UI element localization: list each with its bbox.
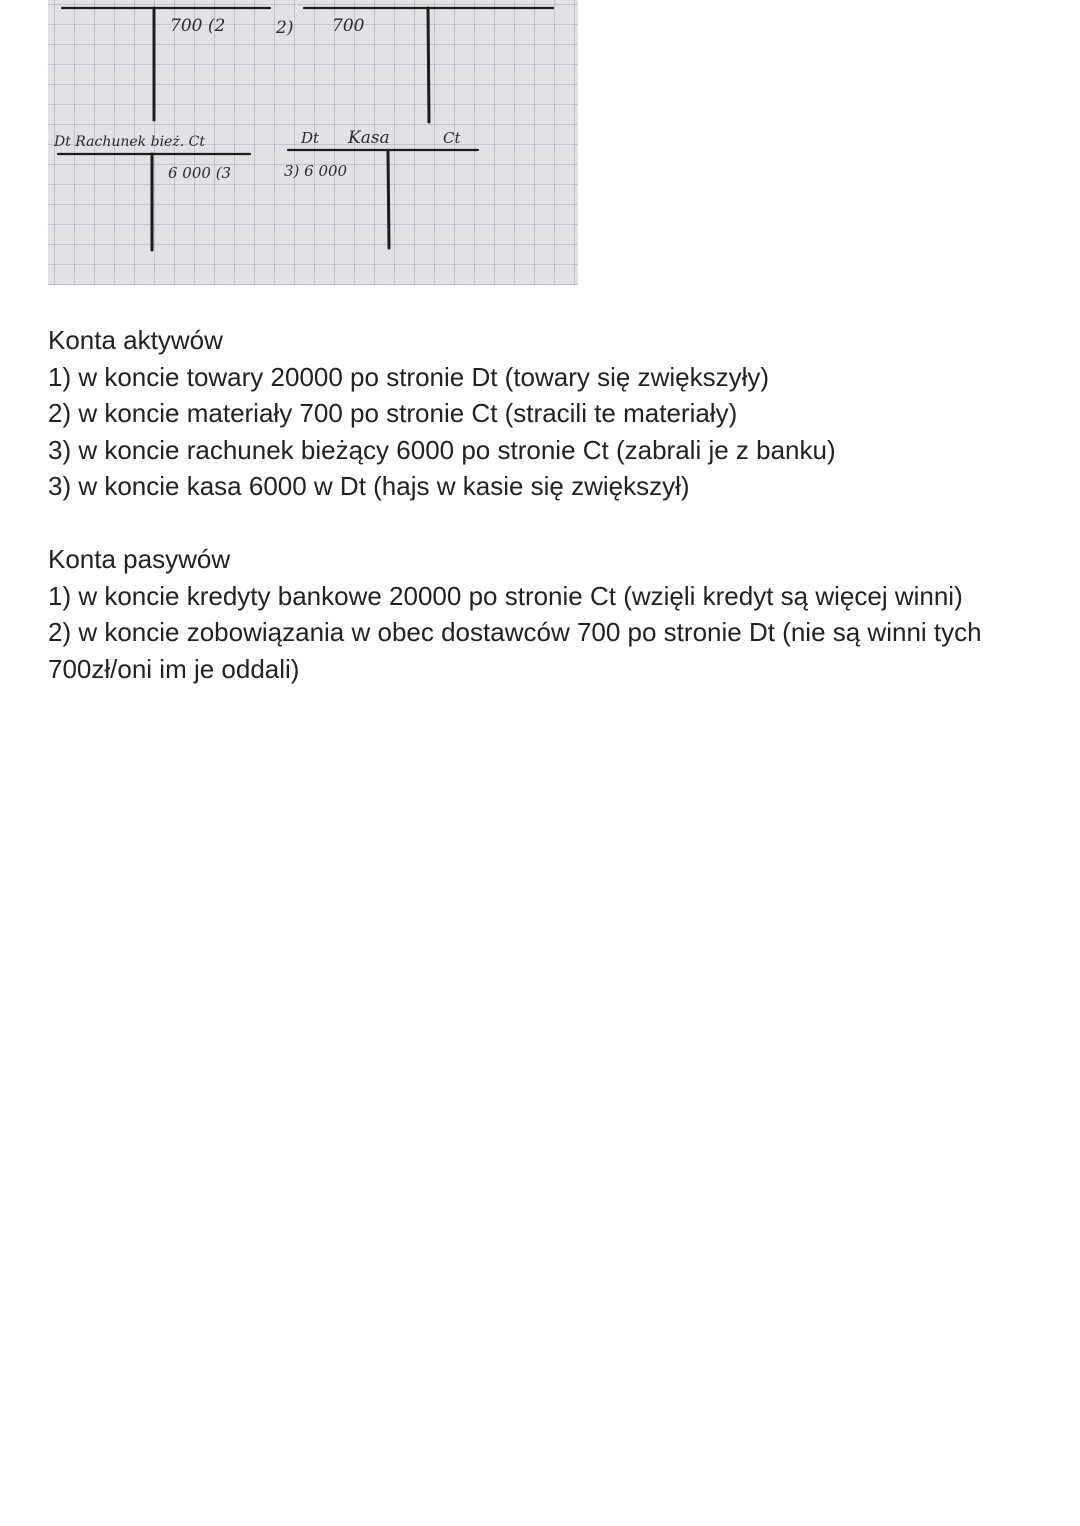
kasa-account-divider — [388, 152, 389, 248]
rachunek-account-header: Dt Rachunek bież. Ct — [54, 134, 205, 150]
kasa-dt-label: Dt — [301, 129, 320, 147]
aktywa-line-2: 2) w koncie materiały 700 po stronie Ct (stracili te materiały) — [48, 398, 738, 428]
kasa-ct-label: Ct — [443, 129, 461, 147]
aktywa-line-1: 1) w koncie towary 20000 po stronie Dt (towary się zwiększyły) — [48, 361, 770, 392]
kasa-account-name: Kasa — [348, 128, 390, 148]
pasywa-line-1: 1) w koncie kredyty bankowe 20000 po stronie Ct (wzięli kredyt są więcej winni) — [48, 580, 963, 611]
pasywa-title: Konta pasywów — [48, 544, 231, 574]
aktywa-title: Konta aktywów — [48, 325, 223, 355]
pasywa-line-2: 2) w koncie zobowiązania w obec dostawców 700 po stronie Dt (nie są winni tych 700zł/oni im je oddali) — [48, 617, 982, 684]
pasywa-section — [48, 541, 1058, 687]
t-accounts-drawing — [48, 0, 578, 285]
aktywa-line-4: 3) w koncie kasa 6000 w Dt (hajs w kasie się zwiększył) — [48, 471, 690, 501]
top-right-entry: 700 — [332, 16, 365, 36]
top-right-label: 2) — [276, 18, 294, 38]
top-right-account-divider — [428, 8, 429, 122]
rachunek-account-entry: 6 000 (3 — [168, 164, 232, 182]
aktywa-line-3: 3) w koncie rachunek bieżący 6000 po stronie Ct (zabrali je z banku) — [48, 434, 836, 465]
handwritten-t-accounts-photo — [48, 0, 578, 285]
top-left-entry: 700 (2 — [170, 16, 226, 36]
aktywa-section — [48, 322, 1058, 505]
kasa-account-entry: 3) 6 000 — [284, 162, 348, 180]
